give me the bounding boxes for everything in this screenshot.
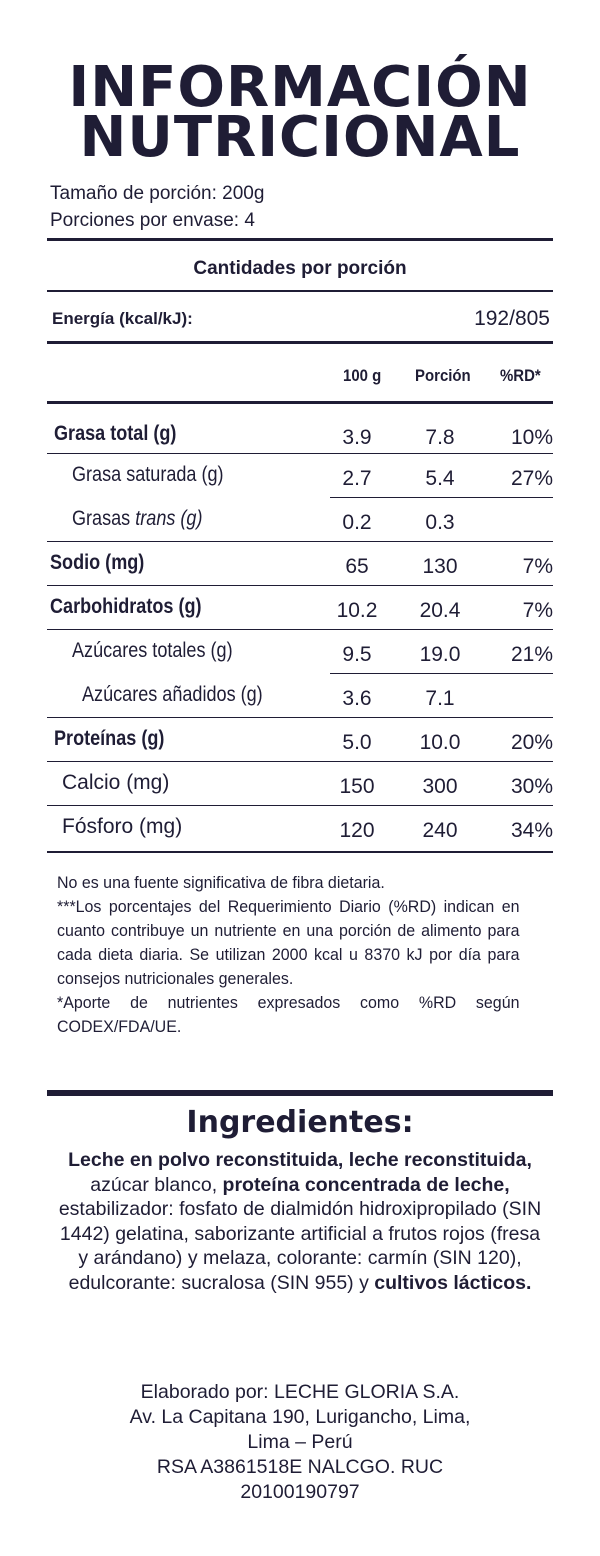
title-line-1: INFORMACIÓN bbox=[68, 55, 532, 120]
value-per-100g: 10.2 bbox=[336, 599, 378, 622]
value-rd: 7% bbox=[522, 555, 553, 578]
nutrient-row-calcium bbox=[0, 761, 600, 805]
energy-value: 192/805 bbox=[474, 307, 550, 330]
value-per-portion: 0.3 bbox=[425, 511, 455, 534]
value-per-portion: 19.0 bbox=[419, 643, 461, 666]
footnote-codex: *Aporte de nutrientes expresados como %RD según CODEX/FDA/UE. bbox=[57, 993, 520, 1036]
footnote-fiber: No es una fuente significativa de fibra dietaria. bbox=[57, 873, 385, 892]
energy-label: Energía (kcal/kJ): bbox=[52, 309, 193, 328]
serving-size: Tamaño de porción: 200g bbox=[50, 183, 265, 204]
value-per-portion: 300 bbox=[422, 775, 458, 798]
nutrient-row-added-sugars bbox=[0, 673, 600, 717]
ingredients-title: Ingredientes: bbox=[186, 1105, 414, 1140]
footnote-rd-explanation: ***Los porcentajes del Requerimiento Diario (%RD) indican en cuanto contribuye un nutriente en una porción de alimento para cada dieta diaria. Se utilizan 2000 kcal u 8370 kJ por día para consejos nutricionales generales. bbox=[57, 897, 520, 988]
nutrient-label: Carbohidratos (g) bbox=[50, 595, 202, 618]
value-per-100g: 65 bbox=[345, 555, 369, 578]
registration-line: RSA A3861518E NALCGO. RUC bbox=[156, 1456, 444, 1478]
value-rd: 7% bbox=[522, 599, 553, 622]
value-per-portion: 5.4 bbox=[425, 467, 455, 490]
ingredients-list: Leche en polvo reconstituida, leche reconstituida, azúcar blanco, proteína concentrada de leche, estabilizador: fosfato de dialmidón hidroxipropilado (SIN 1442) gelatina, saborizante artificial a frutos rojos (fresa y arándano) y melaza, colorante: carmín (SIN 120), edulcorante: sucralosa (SIN 955) y cultivos lácticos. bbox=[58, 1149, 542, 1294]
divider-thick bbox=[47, 401, 553, 404]
value-per-100g: 5.0 bbox=[342, 731, 372, 754]
nutrient-label: Calcio (mg) bbox=[62, 771, 170, 794]
nutrient-label: Grasa total (g) bbox=[54, 422, 177, 445]
nutrient-label: Grasas trans (g) bbox=[72, 507, 203, 530]
nutrient-row-sodium bbox=[0, 541, 600, 585]
value-per-portion: 20.4 bbox=[419, 599, 461, 622]
value-per-100g: 3.9 bbox=[342, 426, 372, 449]
nutrient-label: Sodio (mg) bbox=[50, 551, 145, 574]
column-header-rd: %RD* bbox=[500, 366, 541, 385]
value-rd: 20% bbox=[510, 731, 553, 754]
value-per-portion: 130 bbox=[422, 555, 458, 578]
nutrient-label: Grasa saturada (g) bbox=[72, 463, 224, 486]
divider-thick bbox=[47, 341, 553, 344]
amounts-per-serving-header: Cantidades por porción bbox=[193, 258, 407, 279]
value-rd: 30% bbox=[510, 775, 553, 798]
nutrient-row-phosphorus bbox=[0, 805, 600, 849]
nutrient-label: Proteínas (g) bbox=[54, 727, 165, 750]
column-header-portion: Porción bbox=[415, 366, 471, 385]
servings-per-container: Porciones por envase: 4 bbox=[50, 210, 255, 231]
nutrient-row-saturated-fat bbox=[0, 453, 600, 497]
nutrient-label: Azúcares totales (g) bbox=[72, 639, 233, 662]
nutrient-row-total-sugars bbox=[0, 629, 600, 673]
value-rd: 21% bbox=[510, 643, 553, 666]
nutrient-label: Azúcares añadidos (g) bbox=[82, 683, 263, 706]
nutrient-row-total-fat bbox=[0, 412, 600, 456]
value-rd: 10% bbox=[510, 426, 553, 449]
footnotes bbox=[57, 871, 519, 1039]
value-rd: 27% bbox=[510, 467, 553, 490]
address-line: Lima – Perú bbox=[247, 1431, 353, 1453]
column-header-100g: 100 g bbox=[343, 366, 382, 385]
value-per-portion: 7.8 bbox=[425, 426, 455, 449]
divider bbox=[47, 851, 553, 853]
divider-thick bbox=[47, 238, 553, 241]
value-rd: 34% bbox=[510, 819, 553, 842]
value-per-100g: 2.7 bbox=[342, 467, 372, 490]
divider bbox=[47, 290, 553, 292]
value-per-portion: 240 bbox=[422, 819, 458, 842]
manufacturer-info bbox=[55, 1380, 545, 1505]
title-line-2: NUTRICIONAL bbox=[79, 105, 521, 170]
value-per-100g: 0.2 bbox=[342, 511, 372, 534]
value-per-100g: 120 bbox=[339, 819, 375, 842]
value-per-portion: 10.0 bbox=[419, 731, 461, 754]
value-per-100g: 3.6 bbox=[342, 687, 372, 710]
value-per-100g: 150 bbox=[339, 775, 375, 798]
ruc-line: 20100190797 bbox=[240, 1481, 360, 1503]
manufacturer-line: Elaborado por: LECHE GLORIA S.A. bbox=[140, 1381, 460, 1403]
divider-heavy bbox=[47, 1090, 553, 1096]
nutrient-row-trans-fat bbox=[0, 497, 600, 541]
nutrient-label: Fósforo (mg) bbox=[62, 815, 183, 838]
nutrient-row-carbohydrates bbox=[0, 585, 600, 629]
address-line: Av. La Capitana 190, Lurigancho, Lima, bbox=[129, 1406, 471, 1428]
nutrient-row-protein bbox=[0, 717, 600, 761]
value-per-100g: 9.5 bbox=[342, 643, 372, 666]
value-per-portion: 7.1 bbox=[425, 687, 455, 710]
